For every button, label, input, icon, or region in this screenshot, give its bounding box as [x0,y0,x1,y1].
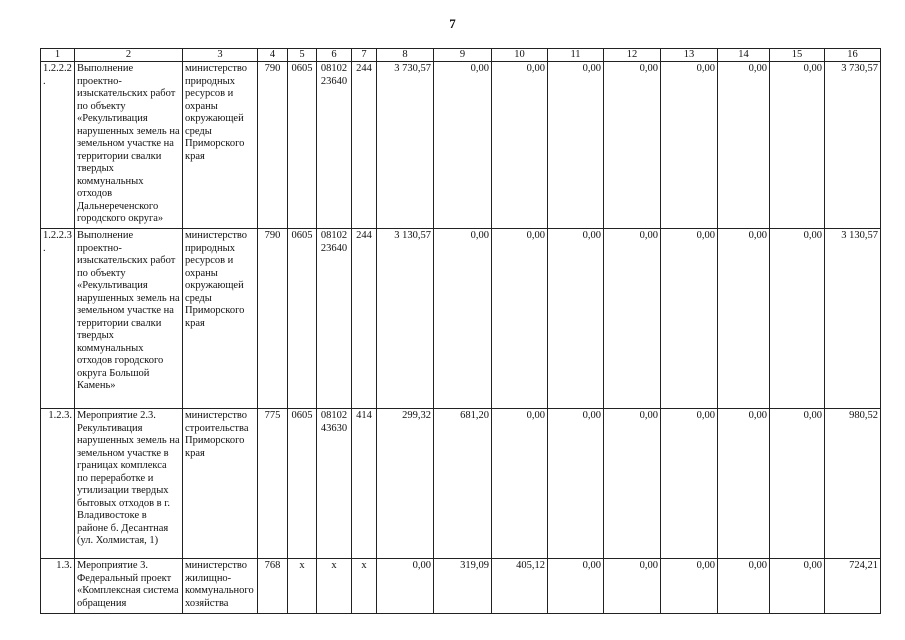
cell-value: 0,00 [492,229,548,409]
measure-name: Мероприятие 2.3. Рекультивация нарушенных земель на земельном участке в границах комплекса по переработке и утилизации твердых бытовых отходов в г. Владивостоке в районе б. Десантная (ул. Холмистая, 1) [75,409,183,559]
cell-value: 0,00 [770,229,825,409]
col-header: 5 [288,49,317,62]
table-row [41,62,881,229]
col-header: 16 [825,49,881,62]
table-row [41,559,881,614]
table-row [41,229,881,409]
cell-value: 0,00 [492,409,548,559]
cell-value: 0,00 [718,559,770,614]
cell-value: 0,00 [661,409,718,559]
col-header: 3 [183,49,258,62]
page-number: 7 [449,16,456,31]
cell-total: 3 730,57 [825,62,881,229]
measure-name-text: Мероприятие 3. Федеральный проект «Комплексная система обращения [77,560,179,609]
col-header: 11 [548,49,604,62]
cell-value: 3 130,57 [377,229,434,409]
cell-value: 0,00 [718,62,770,229]
responsible-executor [183,559,258,614]
cell-value: 0,00 [718,409,770,559]
col-header: 1 [41,49,75,62]
col-header: 14 [718,49,770,62]
cell-value: 0,00 [434,229,492,409]
budget-table [40,48,881,614]
cell-expense-type: 414 [352,409,377,559]
cell-value: 0,00 [548,62,604,229]
responsible-executor: министерство природных ресурсов и охраны окружающей среды Приморского края [183,62,258,229]
cell-section: 0605 [288,229,317,409]
cell-total: 980,52 [825,409,881,559]
cell-section: 0605 [288,62,317,229]
cell-value: 0,00 [377,559,434,614]
cell-value: 0,00 [548,229,604,409]
cell-grbs: 775 [258,409,288,559]
measure-name: Выполнение проектно-изыскательских работ по объекту «Рекультивация нарушенных земель на земельном участке на территории свалки твердых коммунальных отходов Дальнереченского городского округа» [75,62,183,229]
col-header: 7 [352,49,377,62]
col-header: 15 [770,49,825,62]
cell-value: 0,00 [661,62,718,229]
cell-target-article: 0810243630 [317,409,352,559]
responsible-executor: министерство строительства Приморского края [183,409,258,559]
measure-name [75,559,183,614]
cell-value: 0,00 [770,409,825,559]
cell-value: 0,00 [718,229,770,409]
cell-value: 319,09 [434,559,492,614]
cell-value: 299,32 [377,409,434,559]
col-header: 12 [604,49,661,62]
col-header: 13 [661,49,718,62]
cell-value: 3 730,57 [377,62,434,229]
header-row [41,49,881,62]
cell-value: 681,20 [434,409,492,559]
cell-target-article: 0810223640 [317,229,352,409]
cell-value: 0,00 [548,559,604,614]
cell-expense-type: 244 [352,229,377,409]
col-header: 8 [377,49,434,62]
col-header: 4 [258,49,288,62]
responsible-executor-text: министерство жилищно-коммунального хозяйства [185,560,254,609]
cell-value: 0,00 [661,559,718,614]
cell-value: 0,00 [770,559,825,614]
cell-value: 0,00 [604,409,661,559]
row-number: 1.3. [41,559,75,614]
cell-value: 405,12 [492,559,548,614]
cell-total: 3 130,57 [825,229,881,409]
row-number: 1.2.2.3. [41,229,75,409]
cell-grbs: 768 [258,559,288,614]
cell-value: 0,00 [661,229,718,409]
col-header: 9 [434,49,492,62]
measure-name: Выполнение проектно-изыскательских работ по объекту «Рекультивация нарушенных земель на земельном участке на территории свалки твердых коммунальных отходов городского округа Большой Камень» [75,229,183,409]
cell-section: x [288,559,317,614]
row-number: 1.2.2.2. [41,62,75,229]
cell-target-article: 0810223640 [317,62,352,229]
cell-value: 0,00 [492,62,548,229]
cell-target-article: x [317,559,352,614]
cell-value: 0,00 [604,229,661,409]
cell-value: 0,00 [434,62,492,229]
col-header: 6 [317,49,352,62]
row-number: 1.2.3. [41,409,75,559]
cell-total: 724,21 [825,559,881,614]
cell-grbs: 790 [258,62,288,229]
cell-value: 0,00 [604,559,661,614]
cell-expense-type: x [352,559,377,614]
cell-value: 0,00 [770,62,825,229]
cell-section: 0605 [288,409,317,559]
col-header: 2 [75,49,183,62]
table-row [41,409,881,559]
cell-expense-type: 244 [352,62,377,229]
responsible-executor: министерство природных ресурсов и охраны окружающей среды Приморского края [183,229,258,409]
cell-grbs: 790 [258,229,288,409]
cell-value: 0,00 [604,62,661,229]
col-header: 10 [492,49,548,62]
cell-value: 0,00 [548,409,604,559]
